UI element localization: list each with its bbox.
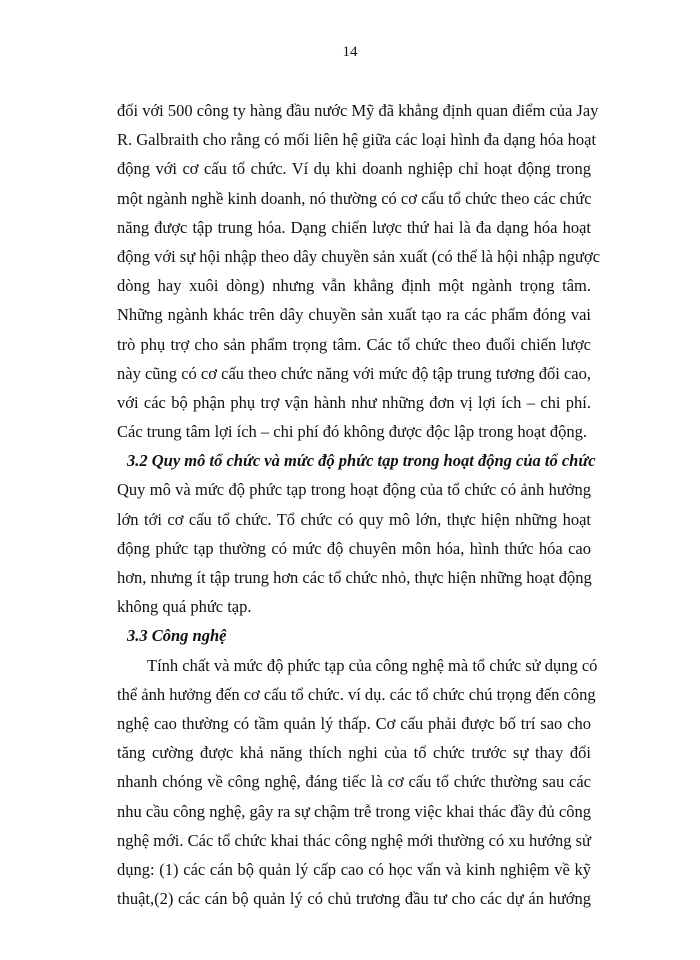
text-line: động phức tạp thường có mức độ chuyên môn hóa, hình thức hóa cao — [117, 538, 591, 558]
text-line: dụng: (1) các cán bộ quản lý cấp cao có học vấn và kinh nghiệm về kỹ — [117, 859, 591, 879]
section-heading-3-2: 3.2 Quy mô tổ chức và mức độ phức tạp trong hoạt động của tổ chức — [127, 451, 596, 471]
paragraph-section-3-2 — [117, 475, 591, 621]
text-line: không quá phức tạp. — [117, 597, 252, 617]
text-line: động với sự hội nhập theo dây chuyền sản xuất (có thể là hội nhập ngược — [117, 246, 601, 266]
text-line: Quy mô và mức độ phức tạp trong hoạt động của tổ chức có ảnh hưởng — [117, 480, 591, 500]
text-line: Những ngành khác trên dây chuyền sản xuất tạo ra các phẩm đóng vai — [117, 305, 591, 325]
text-line: nghệ cao thường có tầm quản lý thấp. Cơ cấu phải được bố trí sao cho — [117, 713, 591, 733]
paragraph-section-3-3 — [117, 651, 598, 914]
text-line: nhu cầu công nghệ, gây ra sự chậm trễ trong việc khai thác đầy đủ công — [117, 801, 591, 821]
text-line: nhanh chóng về công nghệ, đáng tiếc là cơ cấu tổ chức thường sau các — [117, 772, 591, 792]
text-line: lớn tới cơ cấu tổ chức. Tổ chức có quy mô lớn, thực hiện những hoạt — [117, 509, 591, 529]
page-number: 14 — [342, 44, 358, 60]
text-line: Các trung tâm lợi ích – chi phí đó không được độc lập trong hoạt động. — [117, 422, 587, 442]
text-line: thuật,(2) các cán bộ quản lý có chủ trương đầu tư cho các dự án hướng — [117, 889, 591, 909]
document-body — [117, 96, 601, 913]
text-line: hơn, nhưng ít tập trung hơn các tổ chức nhỏ, thực hiện những hoạt động — [117, 568, 592, 587]
text-line: nghệ mới. Các tổ chức khai thác công nghệ mới thường có xu hướng sử — [117, 830, 591, 850]
text-line: R. Galbraith cho rằng có mối liên hệ giữa các loại hình đa dạng hóa hoạt — [117, 130, 597, 150]
text-line: tăng cường được khả năng thích nghi của tổ chức trước sự thay đổi — [117, 743, 591, 763]
text-line: một ngành nghề kinh doanh, nó thường có cơ cấu tổ chức theo các chức — [117, 188, 592, 208]
text-line: với các bộ phận phụ trợ vận hành như những đơn vị lợi ích – chi phí. — [117, 392, 591, 412]
text-line: trò phụ trợ cho sản phẩm trọng tâm. Các tổ chức theo đuổi chiến lược — [117, 334, 591, 354]
text-line: dòng hay xuôi dòng) nhưng vẫn khẳng định một ngành trọng tâm. — [117, 276, 591, 296]
text-line: thể ảnh hưởng đến cơ cấu tổ chức. ví dụ. các tổ chức chú trọng đến công — [117, 684, 596, 704]
section-heading-3-3: 3.3 Công nghệ — [127, 626, 227, 646]
text-line: Tính chất và mức độ phức tạp của công nghệ mà tổ chức sử dụng có — [147, 655, 598, 675]
text-line: đối với 500 công ty hàng đầu nước Mỹ đã khẳng định quan điểm của Jay — [117, 101, 599, 120]
text-line: năng được tập trung hóa. Dạng chiến lược thứ hai là đa dạng hóa hoạt — [117, 217, 591, 237]
text-line: này cũng có cơ cấu theo chức năng với mức độ tập trung tương đối cao, — [117, 363, 591, 383]
paragraph-intro — [117, 96, 601, 446]
text-line: động với cơ cấu tổ chức. Ví dụ khi doanh nghiệp chỉ hoạt động trong — [117, 159, 591, 179]
